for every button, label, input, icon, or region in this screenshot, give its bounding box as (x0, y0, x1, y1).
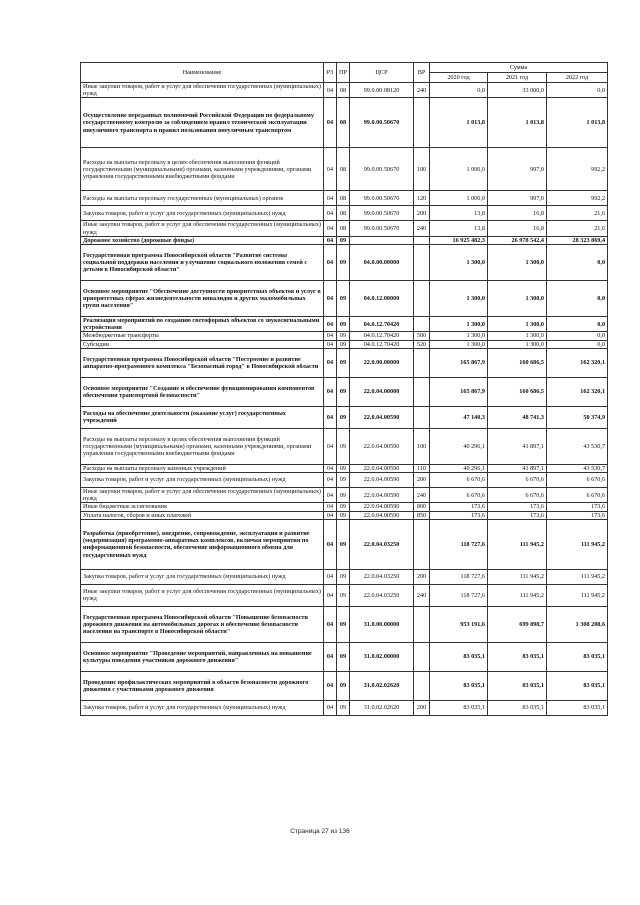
row-value-2020: 6 670,6 (430, 473, 488, 488)
row-rz: 04 (324, 671, 337, 700)
row-csr: 22.0.04.00590 (350, 503, 414, 511)
page-number: Страница 27 из 136 (290, 828, 350, 835)
row-pr: 08 (337, 206, 350, 221)
row-vr: 100 (414, 148, 430, 191)
col-header-rz: РЗ (324, 63, 337, 83)
row-value-2021: 16,8 (488, 221, 547, 236)
row-vr: 200 (414, 700, 430, 715)
row-pr: 08 (337, 221, 350, 236)
row-value-2021: 997,0 (488, 148, 547, 191)
table-row (81, 340, 608, 348)
row-name: Закупка товаров, работ и услуг для государственных (муниципальных) нужд (81, 206, 324, 221)
row-value-2022: 83 035,1 (547, 642, 608, 671)
row-rz: 04 (324, 332, 337, 340)
row-value-2021: 111 945,2 (488, 569, 547, 584)
row-name: Осуществление переданных полномочий Российской Федерации по федеральному государственному контролю за соблюдением правил технической эксплуатации внеуличного транспорта и правил пользования внеуличным транспортом (81, 98, 324, 148)
row-value-2022: 1 308 208,6 (547, 606, 608, 642)
row-value-2022: 173,6 (547, 511, 608, 519)
table-row (81, 245, 608, 281)
row-value-2020: 1 300,0 (430, 245, 488, 281)
row-value-2021: 33 000,0 (488, 83, 547, 98)
row-csr: 99.0.00.50670 (350, 221, 414, 236)
table-row (81, 473, 608, 488)
row-name: Проведение профилактических мероприятий в области безопасности дорожного движения с участниками дорожного движения (81, 671, 324, 700)
row-name: Иные закупки товаров, работ и услуг для обеспечения государственных (муниципальных) нужд (81, 584, 324, 606)
row-name: Расходы на выплаты персоналу казенных учреждений (81, 464, 324, 472)
row-value-2021: 83 035,1 (488, 700, 547, 715)
row-csr: 31.0.02.02620 (350, 671, 414, 700)
row-pr: 09 (337, 503, 350, 511)
table-row (81, 569, 608, 584)
row-rz: 04 (324, 488, 337, 503)
table-row (81, 511, 608, 519)
row-rz: 04 (324, 317, 337, 332)
row-pr: 09 (337, 642, 350, 671)
row-value-2021: 111 945,2 (488, 584, 547, 606)
row-value-2021: 1 300,0 (488, 245, 547, 281)
row-csr: 31.0.02.00000 (350, 642, 414, 671)
row-csr: 04.0.12.70420 (350, 317, 414, 332)
table-row (81, 606, 608, 642)
row-rz: 04 (324, 148, 337, 191)
row-csr: 99.0.00.50670 (350, 206, 414, 221)
row-vr: 500 (414, 332, 430, 340)
row-rz: 04 (324, 340, 337, 348)
row-pr: 08 (337, 98, 350, 148)
row-vr: 120 (414, 191, 430, 206)
row-value-2020: 1 300,0 (430, 332, 488, 340)
row-rz: 04 (324, 464, 337, 472)
row-value-2021: 26 978 542,4 (488, 236, 547, 244)
row-value-2022: 6 670,6 (547, 488, 608, 503)
row-rz: 04 (324, 377, 337, 406)
row-csr: 22.0.04.00590 (350, 511, 414, 519)
row-vr: 110 (414, 464, 430, 472)
col-header-pr: ПР (337, 63, 350, 83)
row-value-2021: 41 897,1 (488, 464, 547, 472)
row-name: Дорожное хозяйство (дорожные фонды) (81, 236, 324, 244)
row-value-2020: 40 296,1 (430, 428, 488, 464)
row-value-2022: 21,6 (547, 221, 608, 236)
row-value-2021: 997,0 (488, 191, 547, 206)
row-value-2022: 992,2 (547, 191, 608, 206)
row-vr: 240 (414, 221, 430, 236)
row-value-2020: 0,0 (430, 83, 488, 98)
row-vr (414, 348, 430, 377)
row-value-2022: 21,6 (547, 206, 608, 221)
row-value-2021: 6 670,6 (488, 488, 547, 503)
table-row (81, 700, 608, 715)
row-value-2021: 41 897,1 (488, 428, 547, 464)
row-name: Расходы на выплаты персоналу государственных (муниципальных) органов (81, 191, 324, 206)
row-vr (414, 236, 430, 244)
row-name: Расходы на выплаты персоналу в целях обеспечения выполнения функций государственными (муниципальными) органами, казенными учреждениями, органами управления государственными внебюджетными фондами (81, 428, 324, 464)
row-value-2022: 111 945,2 (547, 519, 608, 569)
row-rz: 04 (324, 236, 337, 244)
row-pr: 09 (337, 348, 350, 377)
row-vr (414, 671, 430, 700)
row-name: Расходы на обеспечение деятельности (оказание услуг) государственных учреждений (81, 406, 324, 428)
row-name: Закупка товаров, работ и услуг для государственных (муниципальных) нужд (81, 569, 324, 584)
row-pr: 09 (337, 511, 350, 519)
row-name: Иные закупки товаров, работ и услуг для обеспечения государственных (муниципальных) нужд (81, 83, 324, 98)
row-name: Уплата налогов, сборов и иных платежей (81, 511, 324, 519)
row-value-2020: 1 000,0 (430, 148, 488, 191)
row-csr: 31.0.02.02620 (350, 700, 414, 715)
row-csr: 22.0.04.00590 (350, 406, 414, 428)
table-row (81, 221, 608, 236)
row-value-2020: 118 727,6 (430, 584, 488, 606)
row-value-2022: 43 530,7 (547, 464, 608, 472)
row-csr: 99.0.00.08120 (350, 83, 414, 98)
table-row (81, 503, 608, 511)
row-rz: 04 (324, 642, 337, 671)
row-vr (414, 519, 430, 569)
row-name: Закупка товаров, работ и услуг для государственных (муниципальных) нужд (81, 700, 324, 715)
row-pr: 09 (337, 245, 350, 281)
row-name: Иные закупки товаров, работ и услуг для обеспечения государственных (муниципальных) нужд (81, 488, 324, 503)
row-value-2022: 992,2 (547, 148, 608, 191)
row-pr: 09 (337, 700, 350, 715)
row-csr: 31.0.00.00000 (350, 606, 414, 642)
table-row (81, 584, 608, 606)
row-value-2022: 43 530,7 (547, 428, 608, 464)
row-value-2021: 1 300,0 (488, 317, 547, 332)
row-rz: 04 (324, 428, 337, 464)
row-vr: 850 (414, 511, 430, 519)
table-row (81, 642, 608, 671)
row-csr: 04.0.12.00000 (350, 281, 414, 317)
row-rz: 04 (324, 406, 337, 428)
row-value-2021: 48 741,3 (488, 406, 547, 428)
row-value-2020: 173,6 (430, 511, 488, 519)
row-name: Государственная программа Новосибирской области "Построение и развитие аппаратно-программного комплекса "Безопасный город" в Новосибирской области (81, 348, 324, 377)
row-vr: 240 (414, 584, 430, 606)
table-row (81, 464, 608, 472)
table-body (81, 83, 608, 716)
row-rz: 04 (324, 191, 337, 206)
row-csr: 22.0.04.00590 (350, 488, 414, 503)
row-csr: 22.0.04.00000 (350, 377, 414, 406)
row-rz: 04 (324, 503, 337, 511)
row-value-2020: 6 670,6 (430, 488, 488, 503)
table-row (81, 317, 608, 332)
row-value-2020: 118 727,6 (430, 519, 488, 569)
row-rz: 04 (324, 606, 337, 642)
row-value-2020: 953 191,6 (430, 606, 488, 642)
row-csr: 22.0.04.03250 (350, 519, 414, 569)
row-name: Основное мероприятие "Обеспечение доступности приоритетных объектов и услуг в приоритетных сферах жизнедеятельности инвалидов и других маломобильных групп населения" (81, 281, 324, 317)
table-row (81, 206, 608, 221)
row-value-2022: 173,6 (547, 503, 608, 511)
row-value-2022: 162 320,1 (547, 377, 608, 406)
row-pr: 09 (337, 428, 350, 464)
row-pr: 09 (337, 519, 350, 569)
row-pr: 09 (337, 671, 350, 700)
row-value-2022: 0,0 (547, 332, 608, 340)
row-name: Закупка товаров, работ и услуг для государственных (муниципальных) нужд (81, 473, 324, 488)
row-pr: 09 (337, 606, 350, 642)
row-csr: 99.0.00.50670 (350, 148, 414, 191)
row-value-2022: 162 320,1 (547, 348, 608, 377)
row-pr: 09 (337, 377, 350, 406)
row-value-2021: 173,6 (488, 503, 547, 511)
table-row (81, 519, 608, 569)
row-value-2020: 47 140,3 (430, 406, 488, 428)
row-name: Основное мероприятие "Проведение мероприятий, направленных на повышение культуры поведения участников дорожного движения" (81, 642, 324, 671)
row-value-2021: 160 686,5 (488, 348, 547, 377)
row-value-2020: 165 867,9 (430, 377, 488, 406)
table-row (81, 236, 608, 244)
row-pr: 08 (337, 148, 350, 191)
row-vr: 200 (414, 569, 430, 584)
row-value-2020: 1 300,0 (430, 317, 488, 332)
row-name: Межбюджетные трансферты (81, 332, 324, 340)
row-rz: 04 (324, 281, 337, 317)
col-header-2022: 2022 год (547, 73, 608, 83)
row-name: Реализация мероприятий по созданию светофорных объектов со звукосигнальными устройствами (81, 317, 324, 332)
row-vr (414, 642, 430, 671)
table-row (81, 98, 608, 148)
row-vr (414, 406, 430, 428)
row-name: Субсидии (81, 340, 324, 348)
table-row (81, 83, 608, 98)
row-value-2022: 1 013,8 (547, 98, 608, 148)
row-csr: 04.0.12.70420 (350, 340, 414, 348)
row-value-2022: 28 323 869,4 (547, 236, 608, 244)
row-pr: 09 (337, 473, 350, 488)
row-value-2021: 16,8 (488, 206, 547, 221)
row-pr: 09 (337, 488, 350, 503)
row-value-2020: 13,8 (430, 221, 488, 236)
row-csr: 22.0.04.00590 (350, 464, 414, 472)
row-value-2022: 0,0 (547, 245, 608, 281)
row-value-2022: 0,0 (547, 281, 608, 317)
row-value-2021: 83 035,1 (488, 642, 547, 671)
row-pr: 09 (337, 584, 350, 606)
row-name: Основное мероприятие "Создание и обеспечение функционирования компонентов обеспечения транспортной безопасности" (81, 377, 324, 406)
row-csr: 99.0.00.50670 (350, 191, 414, 206)
col-header-2021: 2021 год (488, 73, 547, 83)
row-value-2021: 1 300,0 (488, 332, 547, 340)
row-rz: 04 (324, 511, 337, 519)
row-csr: 04.0.12.70420 (350, 332, 414, 340)
row-value-2020: 1 300,0 (430, 281, 488, 317)
row-rz: 04 (324, 584, 337, 606)
row-name: Иные закупки товаров, работ и услуг для обеспечения государственных (муниципальных) нужд (81, 221, 324, 236)
row-value-2020: 83 035,1 (430, 671, 488, 700)
row-value-2022: 6 670,6 (547, 473, 608, 488)
row-value-2020: 83 035,1 (430, 642, 488, 671)
table-row (81, 406, 608, 428)
budget-table (80, 62, 608, 716)
row-name: Государственная программа Новосибирской области "Повышение безопасности дорожного движения на автомобильных дорогах и обеспечение безопасности населения на транспорте в Новосибирской области" (81, 606, 324, 642)
row-vr (414, 606, 430, 642)
row-pr: 09 (337, 236, 350, 244)
row-pr: 09 (337, 332, 350, 340)
table-row (81, 332, 608, 340)
row-value-2020: 1 300,0 (430, 340, 488, 348)
table-row (81, 428, 608, 464)
row-value-2022: 0,0 (547, 340, 608, 348)
row-pr: 09 (337, 340, 350, 348)
row-value-2020: 1 000,0 (430, 191, 488, 206)
row-value-2020: 16 925 482,3 (430, 236, 488, 244)
row-value-2022: 0,0 (547, 83, 608, 98)
row-vr: 240 (414, 83, 430, 98)
row-value-2021: 1 300,0 (488, 340, 547, 348)
row-csr (350, 236, 414, 244)
row-value-2021: 699 898,7 (488, 606, 547, 642)
row-csr: 04.0.00.00000 (350, 245, 414, 281)
row-csr: 22.0.04.03250 (350, 569, 414, 584)
row-vr: 200 (414, 206, 430, 221)
row-vr (414, 281, 430, 317)
row-pr: 09 (337, 569, 350, 584)
row-vr (414, 98, 430, 148)
row-value-2020: 83 035,1 (430, 700, 488, 715)
row-rz: 04 (324, 206, 337, 221)
col-header-sum: Сумма (430, 63, 608, 73)
table-row (81, 377, 608, 406)
row-value-2022: 83 035,1 (547, 700, 608, 715)
row-name: Расходы на выплаты персоналу в целях обеспечения выполнения функций государственными (муниципальными) органами, казенными учреждениями, органами управления государственными внебюджетными фондами (81, 148, 324, 191)
row-csr: 22.0.00.00000 (350, 348, 414, 377)
row-vr (414, 245, 430, 281)
row-value-2022: 111 945,2 (547, 584, 608, 606)
row-rz: 04 (324, 700, 337, 715)
row-value-2020: 173,6 (430, 503, 488, 511)
row-pr: 09 (337, 281, 350, 317)
row-vr: 200 (414, 473, 430, 488)
row-rz: 04 (324, 348, 337, 377)
row-vr: 800 (414, 503, 430, 511)
row-pr: 08 (337, 83, 350, 98)
table-row (81, 671, 608, 700)
row-rz: 04 (324, 519, 337, 569)
row-vr: 240 (414, 488, 430, 503)
col-header-name: Наименование (81, 63, 324, 83)
row-vr (414, 317, 430, 332)
table-row (81, 148, 608, 191)
row-value-2021: 173,6 (488, 511, 547, 519)
row-csr: 22.0.04.03250 (350, 584, 414, 606)
row-value-2022: 111 945,2 (547, 569, 608, 584)
row-rz: 04 (324, 98, 337, 148)
row-pr: 09 (337, 464, 350, 472)
table-row (81, 281, 608, 317)
col-header-vr: ВР (414, 63, 430, 83)
row-vr: 520 (414, 340, 430, 348)
row-pr: 09 (337, 406, 350, 428)
budget-table-container (80, 62, 607, 716)
row-rz: 04 (324, 245, 337, 281)
row-value-2020: 1 013,8 (430, 98, 488, 148)
row-value-2022: 83 035,1 (547, 671, 608, 700)
row-csr: 22.0.04.00590 (350, 428, 414, 464)
table-row (81, 488, 608, 503)
row-value-2021: 111 945,2 (488, 519, 547, 569)
row-value-2021: 1 013,8 (488, 98, 547, 148)
row-rz: 04 (324, 83, 337, 98)
row-value-2021: 1 300,0 (488, 281, 547, 317)
row-value-2021: 6 670,6 (488, 473, 547, 488)
row-value-2021: 83 035,1 (488, 671, 547, 700)
row-csr: 22.0.04.00590 (350, 473, 414, 488)
row-value-2022: 0,0 (547, 317, 608, 332)
row-value-2020: 118 727,6 (430, 569, 488, 584)
row-rz: 04 (324, 473, 337, 488)
table-row (81, 191, 608, 206)
table-row (81, 348, 608, 377)
row-csr: 99.0.00.50670 (350, 98, 414, 148)
row-name: Государственная программа Новосибирской области "Развитие системы социальной поддержки населения и улучшение социального положения семей с детьми в Новосибирской области" (81, 245, 324, 281)
row-value-2022: 50 374,9 (547, 406, 608, 428)
row-vr (414, 377, 430, 406)
row-name: Иные бюджетные ассигнования (81, 503, 324, 511)
row-value-2020: 40 296,1 (430, 464, 488, 472)
col-header-2020: 2020 год (430, 73, 488, 83)
row-pr: 09 (337, 317, 350, 332)
row-name: Разработка (приобретение), внедрение, сопровождение, эксплуатация и развитие (модернизация) программно-аппаратных комплексов, включая мероприятия по информационной безопасности, обеспечение информационного обмена для государственных нужд (81, 519, 324, 569)
row-rz: 04 (324, 221, 337, 236)
row-value-2020: 165 867,9 (430, 348, 488, 377)
row-pr: 08 (337, 191, 350, 206)
row-value-2021: 160 686,5 (488, 377, 547, 406)
col-header-csr: ЦСР (350, 63, 414, 83)
row-vr: 100 (414, 428, 430, 464)
row-rz: 04 (324, 569, 337, 584)
row-value-2020: 13,8 (430, 206, 488, 221)
